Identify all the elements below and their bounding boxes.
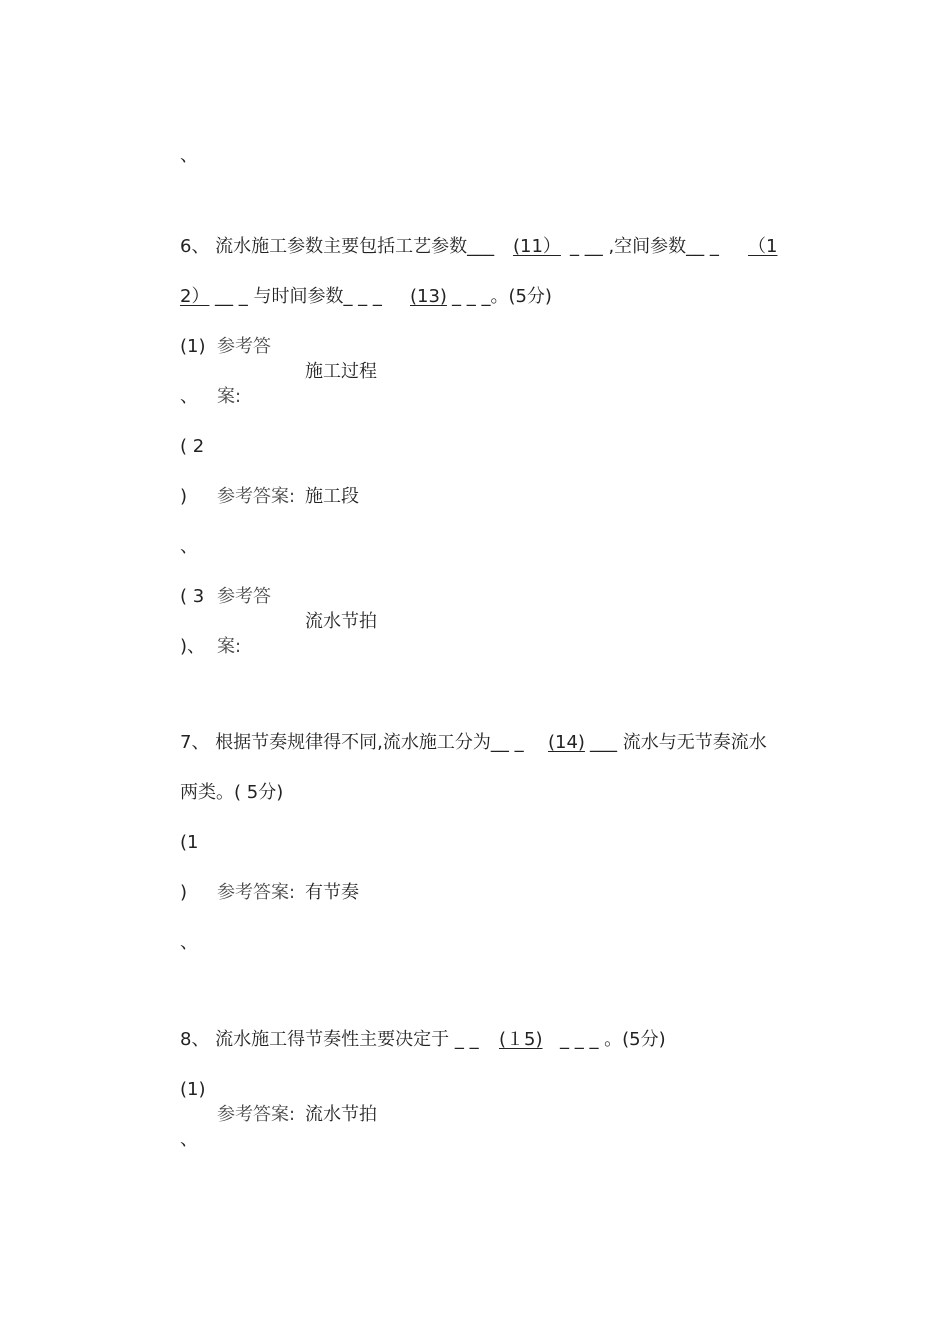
answer-label: 案: [217,636,242,657]
blank-13: (13) [410,286,447,307]
answer-number: (1 [180,832,199,853]
list-mark: 、 [180,1129,198,1150]
list-mark: 、 [180,145,198,166]
answer-value: 流水节拍 [305,611,377,632]
answer-number: ) [180,882,188,903]
answer-value: 施工过程 [305,361,377,382]
answer-value: 有节奏 [305,882,359,903]
question-6-text-part3: __ _ 与时间参数_ _ _ [215,286,382,307]
list-mark: 、 [180,536,198,557]
list-mark: 、 [180,932,198,953]
answer-value: 施工段 [305,486,359,507]
answer-label: 参考答案: [217,882,296,903]
answer-label: 案: [217,386,242,407]
answer-label: 参考答案: [217,486,296,507]
answer-label: 参考答 [217,586,271,607]
blank-12-start: （1 [748,236,778,257]
answer-number: (1) [180,336,206,357]
question-8-text-part1: 8、 流水施工得节奏性主要决定于 _ _ [180,1029,479,1050]
answer-number: ( 2 [180,436,205,457]
blank-15: (１5) [499,1029,543,1050]
question-7-text-part3: 两类。( 5分) [180,782,284,803]
blank-12-end: 2） [180,286,210,307]
answer-number: ( 3 [180,586,205,607]
list-mark: 、 [180,386,198,407]
answer-number: (1) [180,1079,206,1100]
question-8-text-part2: _ _ _ 。(5分) [560,1029,666,1050]
answer-value: 流水节拍 [305,1104,377,1125]
blank-14: (14) [548,732,585,753]
question-6-text-part4: _ _ _。(5分) [452,286,552,307]
blank-11: (11） [513,236,561,257]
question-6-text-part2: _ __ ,空间参数__ _ [570,236,719,257]
question-7-text-part2: ___ 流水与无节奏流水 [590,732,767,753]
answer-label: 参考答 [217,336,271,357]
answer-number: )、 [180,636,206,657]
answer-number: ) [180,486,188,507]
answer-label: 参考答案: [217,1104,296,1125]
question-7-text-part1: 7、 根据节奏规律得不同,流水施工分为__ _ [180,732,524,753]
question-6-text-part1: 6、 流水施工参数主要包括工艺参数___ [180,236,495,257]
